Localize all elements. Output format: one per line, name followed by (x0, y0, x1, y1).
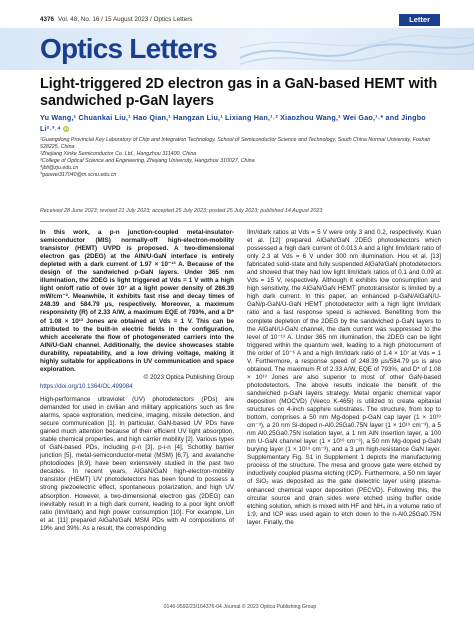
divider (40, 221, 440, 222)
affiliation-3: ³College of Optical Science and Engineering, Zhejiang University, Hangzhou 310027, China (40, 158, 255, 165)
author-list (40, 113, 440, 134)
affiliation-1: ¹Guangdong Provincial Key Laboratory of Chip and Integration Technology, School of Semiconductor Science and Technology, South China Normal University, Foshan 528225, China (40, 137, 431, 151)
body-text-right: Ilm/Idark ratios at Vds = 5 V were only 3 and 0.2, respectively. Kuan et al. [12] prepared AlGaN/GaN 2DEG photodetectors which possessed a high dark current of 0.013 A and a light Ilm/Idark ratio of only 2.3 at Vds = 6 V under 300 nm illumination. Hou et al. [13] fabricated solid-state and fully suspended AlGaN/GaN photodetectors and showed that they had low light Ilm/Idark ratios of 0.1 and 0.09 at Vds = 15 V, respectively. Although it exhibits low consumption and high sensitivity, the AlGaN/GaN HEMT phototransistor is limited by a high dark current. In this paper, an enhanced p-GaN/AlGaN/U-GaN/p-GaN/U-GaN HEMT photodetector with a high light Ilm/Idark ratio and a fast response speed is achieved. Benefiting from the complete depletion of the 2DEG by the sandwiched p-GaN layers to the AlGaN/U-GaN channel, the dark current was suppressed to the level of 10⁻¹³ A. Under 365 nm illumination, the 2DEG can be light triggered within the quantum well, leading to a high photocurrent of the order of 10⁻⁶ A and a high Ilm/Idark ratio of 1.4 × 10⁷ at Vds = 1 V. Furthermore, a response speed of 248.39 μs/584.79 μs is also obtained. The maximum R of 2.33 A/W, EQE of 793%, and D* of 1.08 × 10¹³ Jones are also superior to most of other GaN-based photodetectors. The above results indicate the benefit of the sandwiched p-GaN layers strategy. Metal organic chemical vapor deposition (MOCVD) (Veeco K-465i) is utilized to create epitaxial structures on 4-inch sapphire substrates. The structure, from top to bottom, comprises a 50 nm Mg-doped p-GaN cap layer (1 × 10¹⁹ cm⁻³), a 20 nm Si-doped n-Al0.25Ga0.75N layer (1 × 10¹⁹ cm⁻³), a 5 nm Al0.25Ga0.75N isolation layer, a 1 nm AlN insertion layer, a 100 nm U-GaN channel layer (1 × 10¹⁶ cm⁻³), a 50 nm Mg-doped p-GaN burying layer (1 × 10¹⁹ cm⁻³), and a 3 μm high-resistance GaN layer. Supplementary Fig. S1 in Supplement 1 depicts the manufacturing process of the structure. The mesa and groove gate were etched by inductively coupled plasma etching (ICP). Furthermore, a 50 nm layer of SiO₂ was deposited as the gate dielectric layer using plasma-enhanced chemical vapor deposition (PECVD). Following this, the circular source and drain sides were etched using buffer oxide etching solution, which is mixed with HF and NH₄ in a volume ratio of 1:9, and ICP was used again to etch down to the n-Al0.25Ga0.75N layer. Finally, the (247, 229, 441, 526)
body-text-left: High-performance ultraviolet (UV) photodetectors (PDs) are demanded for used in civilian and military applications such as fire alarms, space exploration, medicine, imaging, missile detection, and secure communication [1]. In particular, GaN-based UV PDs have gained much attention because of their efficient UV light absorption, stable chemical properties, and high carrier mobility [2]. Various types of GaN-based PDs, including p-n [3], p-i-n [4], Schottky barrier junction [5], metal-semiconductor-metal (MSM) [6,7], and avalanche photodiodes [8,9], have been extensively studied in the past two decades. In recent years, AlGaN/GaN high-electron-mobility transistor (HEMT) UV photodetectors has been found to possess a strong piezoelectric effect, spontaneous polarization, and high UV absorption. However, a two-dimensional electron gas (2DEG) can inevitably result in a high dark current, leading to a poor light on/off ratio (Ilm/Idark) and high power consumption [10]. For example, Lin et al. [11] prepared AlGaN/GaN MSM PDs with Al compositions of 19% and 39%. As a result, the corresponding (40, 395, 234, 532)
abstract: In this work, a p-n junction-coupled metal-insulator-semiconductor (MIS) normally-off high-electron-mobility transistor (HEMT) UVPD is proposed. A two-dimensional electron gas (2DEG) at the AlN/U-GaN interface is entirely depleted with a dark current of 1.97 × 10⁻¹³ A. Because of the design of the sandwiched p-GaN layers. Under 365 nm illumination, the 2DEG is light triggered at Vds = 1 V with a high light on/off ratio of over 10⁷ at a light power density of 286.39 mW/cm⁻². Meanwhile, it exhibits fast rise and decay times of 248.39 and 584.79 μs, respectively. Moreover, a maximum responsivity (R) of 2.33 A/W, a maximum EQE of 793%, and a D* of 1.08 × 10¹³ Jones are obtained at Vds = 1 V. This can be attributed to the built-in electric fields in the configuration, which accelerate the flow of photogenerated carriers into the AlN/U-GaN channel. Additionally, the device showcases stable durability, repeatability, and a low driving voltage, making it highly suitable for applications in UV communication and space exploration. (40, 229, 234, 373)
copyright: © 2023 Optica Publishing Group (143, 373, 234, 381)
doi-link[interactable]: https://doi.org/10.1364/OL.499084 (40, 382, 133, 390)
running-header (40, 14, 440, 25)
affiliation-2: ²Zhejiang Xinke Semiconductor Co. Ltd., Hangzhou 311400, China (40, 151, 197, 158)
affiliations (40, 137, 440, 180)
authors-text: Yu Wang,¹ Chuankai Liu,¹ Hao Qian,¹ Hangzan Liu,¹ Lixiang Han,¹˒² Xiaozhou Wang,² Wei Gao,¹˒* and Jingbo Li²˒³˒⁴ (40, 113, 426, 133)
article-title: Light-triggered 2D electron gas in a GaN-based HEMT with sandwiched p-GaN layers (40, 76, 438, 109)
affiliation-5[interactable]: *gaowei317040@m.scnu.edu.cn (40, 172, 117, 179)
banner-wave-graphic (240, 28, 474, 70)
volume-info: Vol. 48, No. 16 / 15 August 2023 / Optics Letters (58, 16, 193, 23)
left-column (40, 229, 234, 533)
orcid-icon[interactable]: iD (63, 125, 69, 131)
page-number: 4376 (40, 16, 55, 23)
received-dates: Received 28 June 2023; revised 21 July 2023; accepted 25 July 2023; posted 25 July 2023; published 14 August 2023 (40, 208, 323, 214)
affiliation-4[interactable]: ⁴jbli@zju.edu.cn (40, 165, 79, 172)
page-footer: 0146-9592/23/164376-04 Journal © 2023 Optica Publishing Group (163, 604, 317, 610)
section-badge: Letter (399, 14, 440, 26)
journal-logo: Optics Letters (40, 33, 218, 64)
right-column (247, 229, 441, 527)
